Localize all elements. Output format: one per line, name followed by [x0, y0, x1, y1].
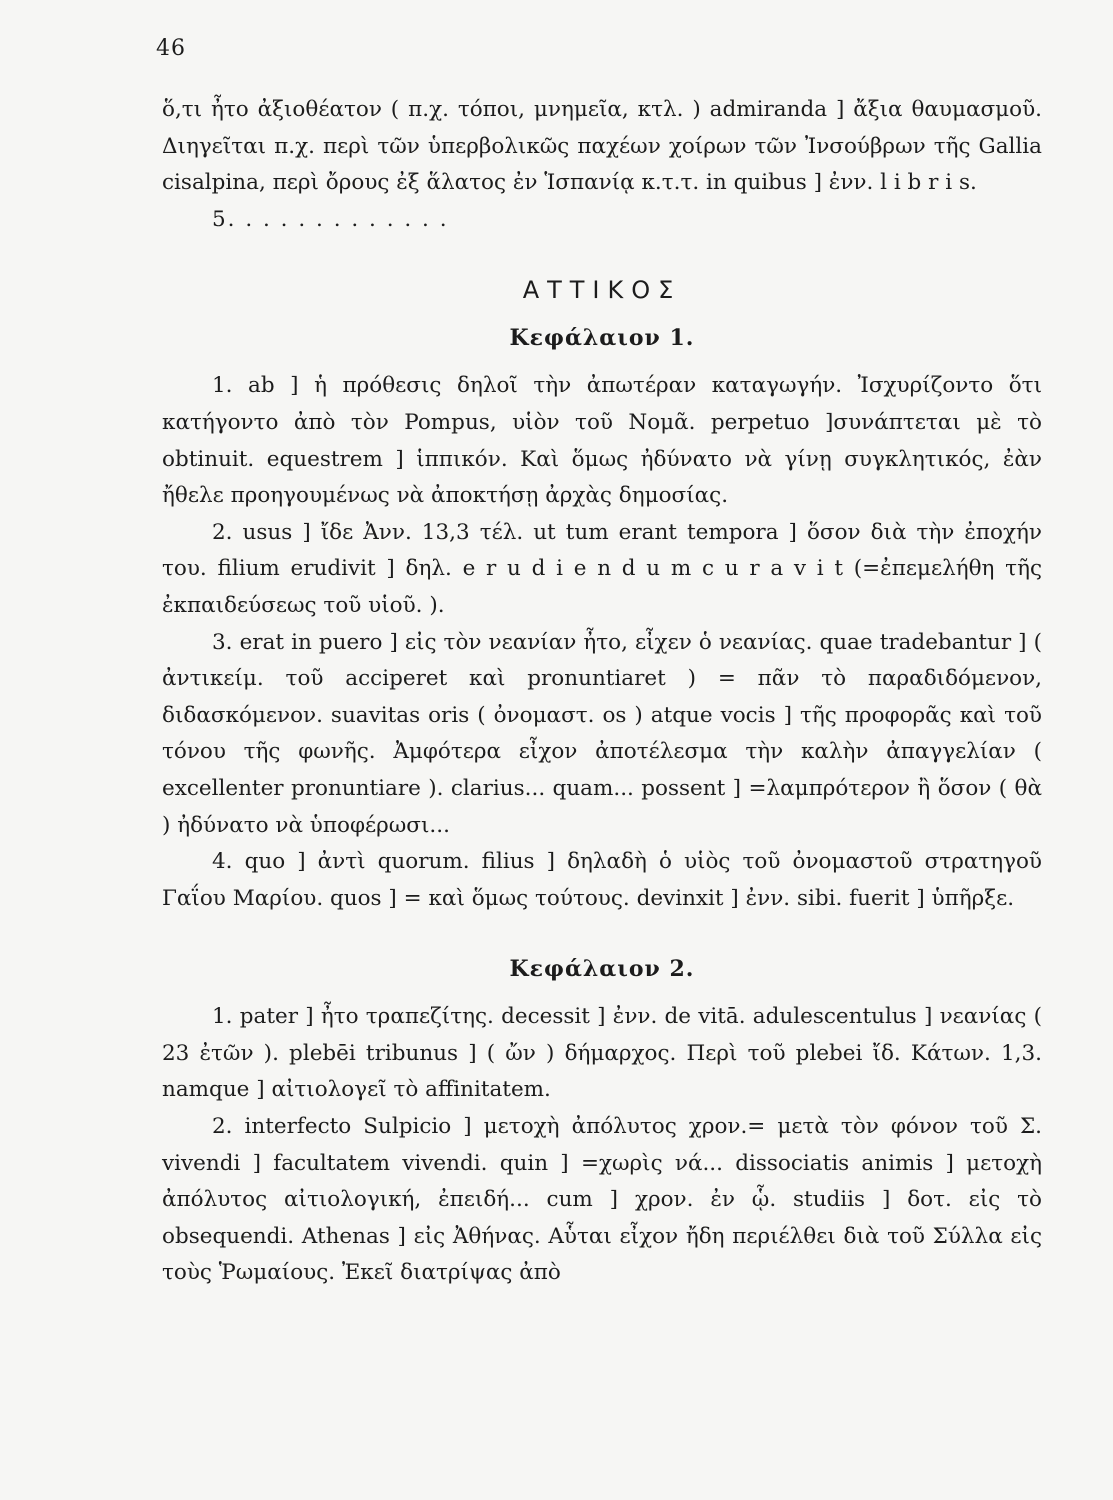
chapter-1-paragraph-2: 2. usus ] ἴδε Ἀνν. 13,3 τέλ. ut tum erant tempora ] ὅσον διὰ τὴν ἐποχήν του. filium erudivit ] δηλ. e r u d i e n d u m c u r a v i t (=ἐπεμελήθη τῆς ἐκπαιδεύσεως τοῦ υἱοῦ. ). [162, 519, 1042, 618]
omitted-section-dots: 5. . . . . . . . . . . . . [212, 206, 449, 232]
section-title: ΑΤΤΙΚΟΣ [522, 276, 682, 305]
page-content [162, 92, 1042, 1292]
chapter-1-paragraph-4: 4. quo ] ἀντὶ quorum. filius ] δηλαδὴ ὁ υἱὸς τοῦ ὀνομαστοῦ στρατηγοῦ Γαΐου Μαρίου. quos ] = καὶ ὅμως τούτους. devinxit ] ἐνν. sibi. fuerit ] ὑπῆρξε. [162, 849, 1042, 911]
chapter-1-title: Κεφάλαιον 1. [509, 325, 695, 352]
chapter-2-paragraph-1: 1. pater ] ἦτο τραπεζίτης. decessit ] ἐνν. de vitā. adulescentulus ] νεανίας ( 23 ἐτῶν ). plebēi tribunus ] ( ὤν ) δήμαρχος. Περὶ τοῦ plebei ἴδ. Κάτων. 1,3. namque ] αἰτιολογεῖ τὸ affinitatem. [162, 1004, 1042, 1103]
chapter-2-title: Κεφάλαιον 2. [509, 956, 695, 983]
chapter-1-paragraph-1: 1. ab ] ἡ πρόθεσις δηλοῖ τὴν ἀπωτέραν καταγωγήν. Ἰσχυρίζοντο ὅτι κατήγοντο ἀπὸ τὸν Pompus, υἱὸν τοῦ Νομᾶ. perpetuo ]συνάπτεται μὲ τὸ obtinuit. equestrem ] ἱππικόν. Καὶ ὅμως ἠδύνατο νὰ γίνῃ συγκλητικός, ἐὰν ἤθελε προηγουμένως νὰ ἀποκτήσῃ ἀρχὰς δημοσίας. [162, 373, 1042, 509]
intro-paragraph: ὅ,τι ἦτο ἀξιοθέατον ( π.χ. τόποι, μνημεῖα, κτλ. ) admiranda ] ἄξια θαυμασμοῦ. Διηγεῖται π.χ. περὶ τῶν ὑπερβολικῶς παχέων χοίρων τῶν Ἰνσούβρων τῆς Gallia cisalpina, περὶ ὄρους ἐξ ἅλατος ἐν Ἱσπανίᾳ κ.τ.τ. in quibus ] ἐνν. l i b r i s. [162, 97, 1042, 196]
page-number: 46 [156, 36, 186, 61]
chapter-1-paragraph-3: 3. erat in puero ] εἰς τὸν νεανίαν ἦτο, εἶχεν ὁ νεανίας. quae tradebantur ] ( ἀντικείμ. τοῦ acciperet καὶ pronuntiaret ) = πᾶν τὸ παραδιδόμενον, διδασκόμενον. suavitas oris ( ὀνομαστ. os ) atque vocis ] τῆς προφορᾶς καὶ τοῦ τόνου τῆς φωνῆς. Ἀμφότερα εἶχον ἀποτέλεσμα τὴν καλὴν ἀπαγγελίαν ( excellenter pronuntiare ). clarius... quam... possent ] =λαμπρότερον ἢ ὅσον ( θὰ ) ἠδύνατο νὰ ὑποφέρωσι... [162, 629, 1042, 838]
chapter-2-paragraph-2: 2. interfecto Sulpicio ] μετοχὴ ἀπόλυτος χρον.= μετὰ τὸν φόνον τοῦ Σ. vivendi ] facultatem vivendi. quin ] =χωρὶς νά... dissociatis animis ] μετοχὴ ἀπόλυτος αἰτιολογική, ἐπειδή... cum ] χρον. ἐν ᾧ. studiis ] δοτ. εἰς τὸ obsequendi. Athenas ] εἰς Ἀθήνας. Αὗται εἶχον ἤδη περιέλθει διὰ τοῦ Σύλλα εἰς τοὺς Ῥωμαίους. Ἐκεῖ διατρίψας ἀπὸ [162, 1114, 1042, 1286]
